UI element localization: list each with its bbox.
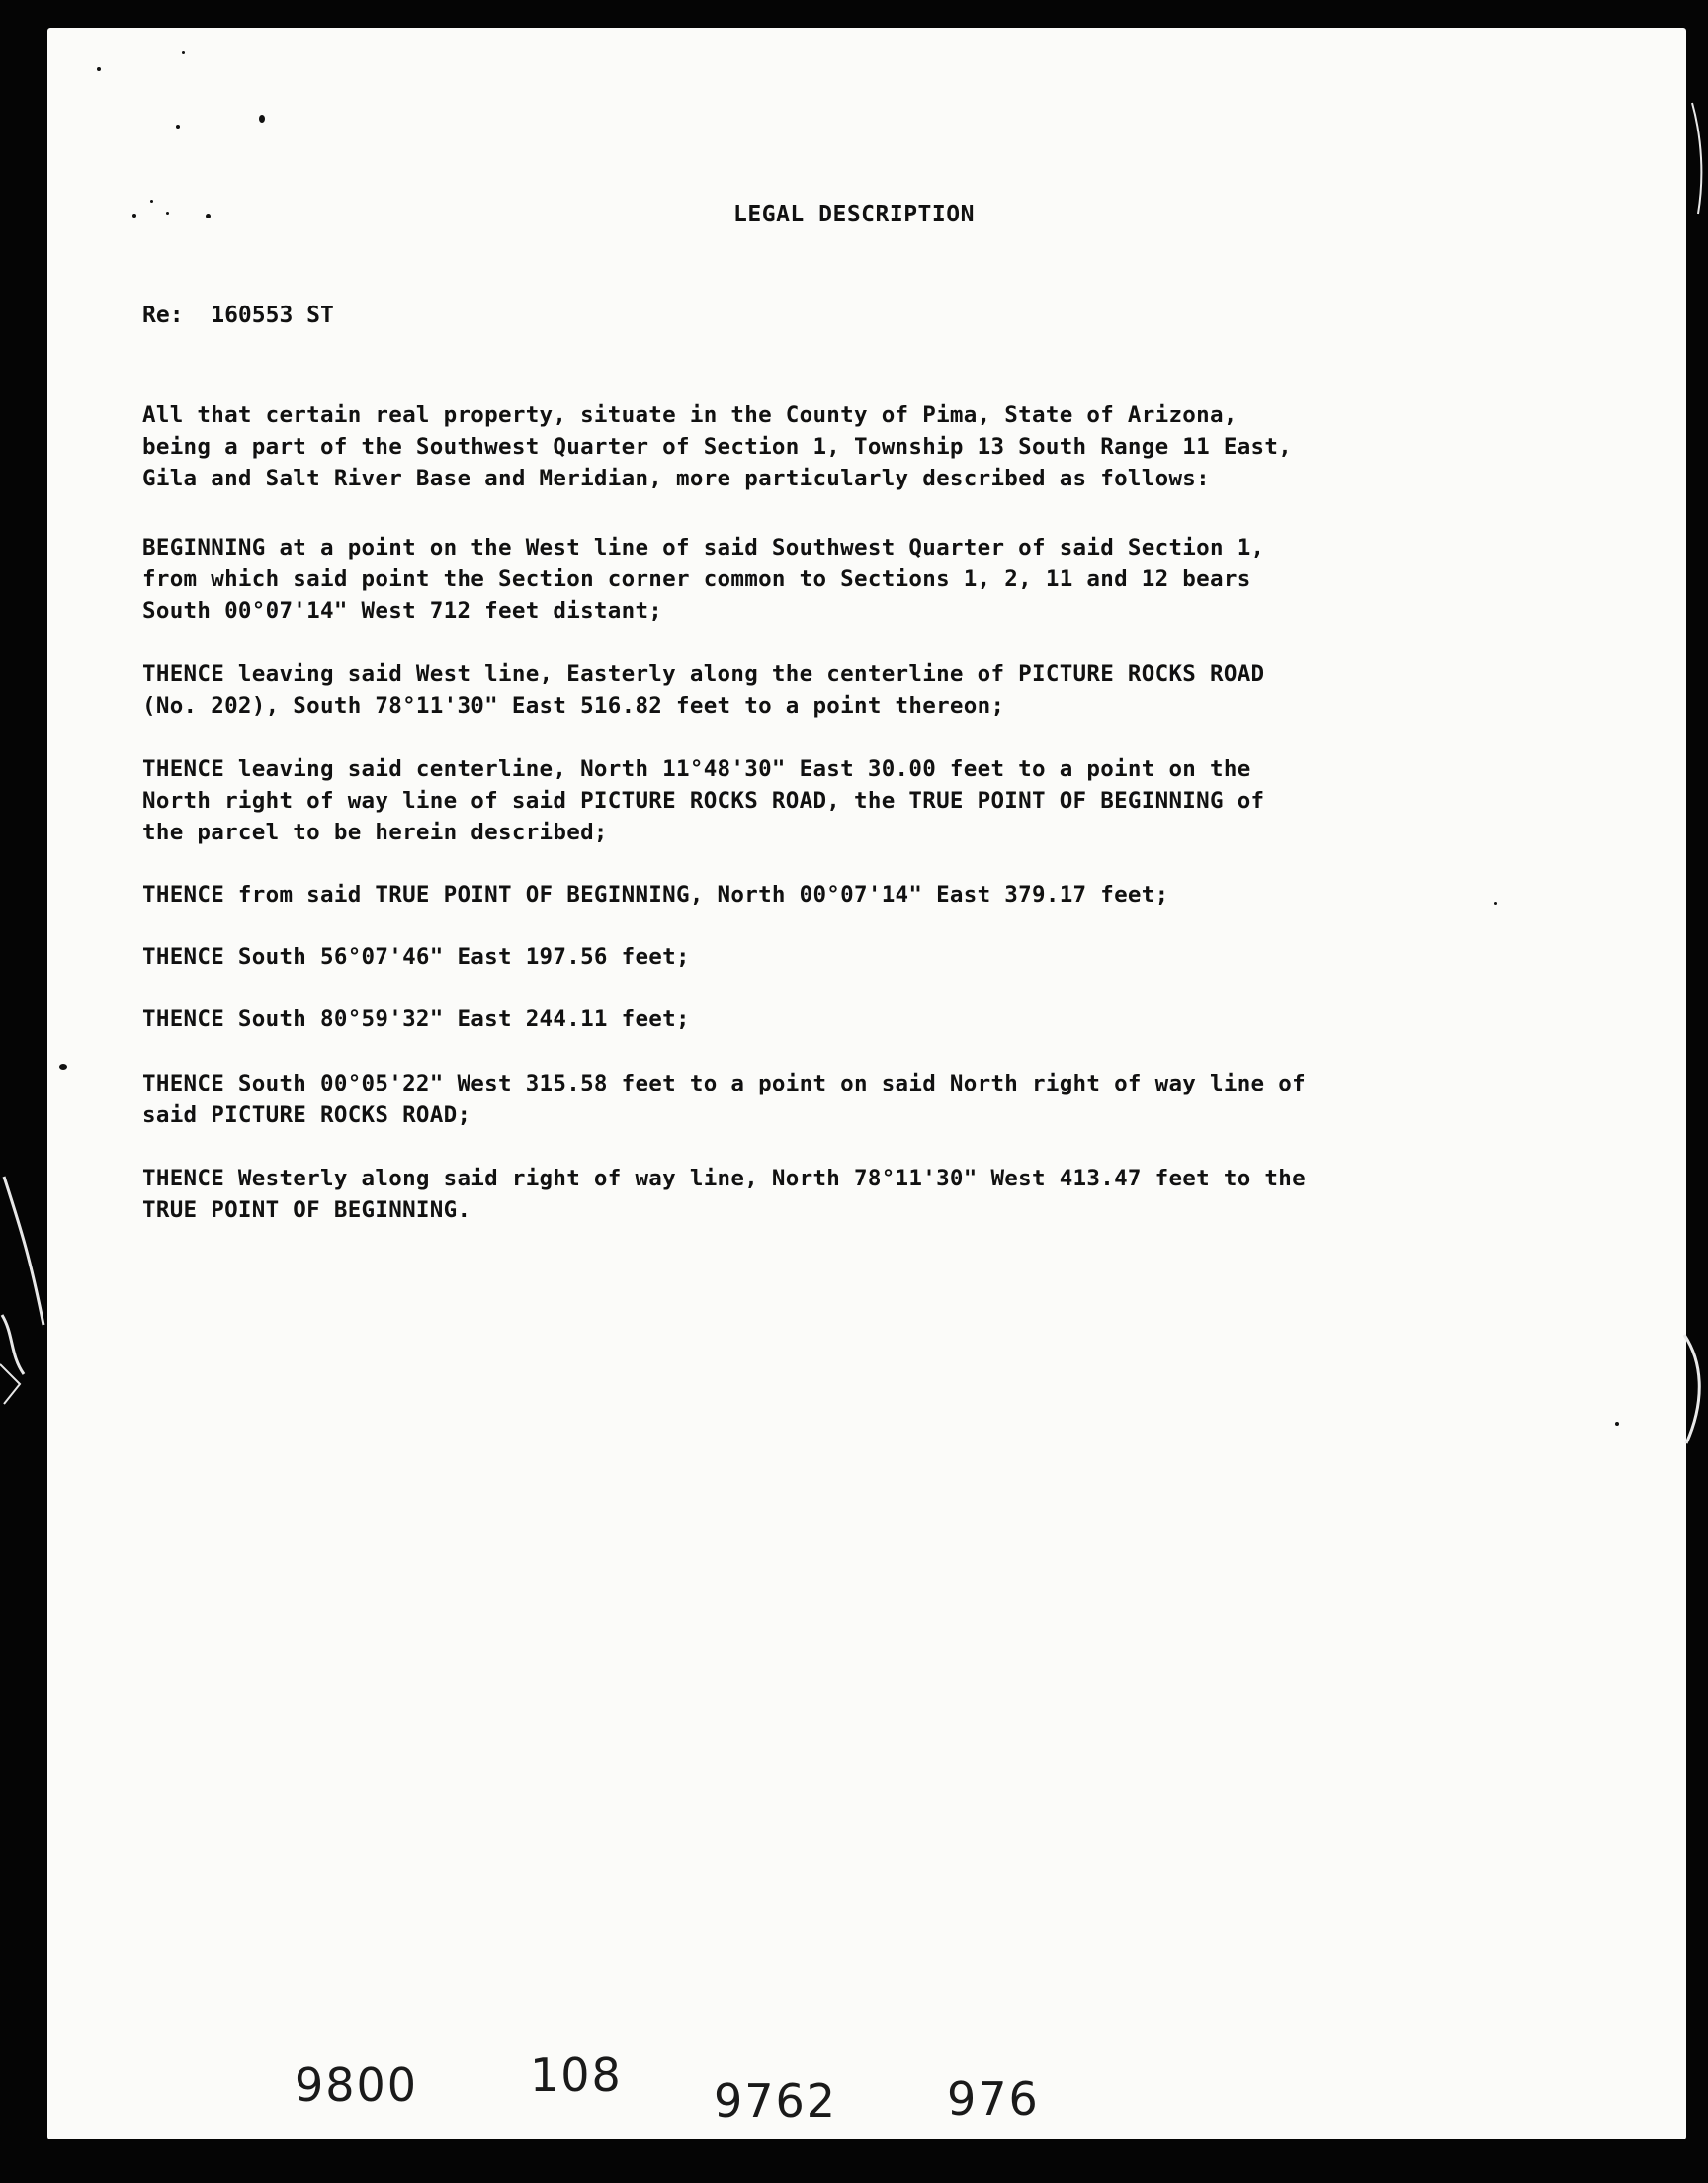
text-line: being a part of the Southwest Quarter of Section 1, Township 13 South Range 11 East, — [142, 434, 1293, 460]
text-line: All that certain real property, situate in the County of Pima, State of Arizona, — [142, 402, 1238, 428]
footer-number: 9800 — [295, 2058, 419, 2112]
text-line: North right of way line of said PICTURE ROCKS ROAD, the TRUE POINT OF BEGINNING of — [142, 788, 1265, 814]
text-line: THENCE South 80°59'32" East 244.11 feet; — [142, 1006, 690, 1032]
paragraph-course-4 — [142, 941, 690, 973]
scan-speck — [97, 67, 101, 71]
text-line: THENCE from said TRUE POINT OF BEGINNING, North 00°07'14" East 379.17 feet; — [142, 882, 1169, 908]
paragraph-intro — [142, 399, 1292, 494]
paragraph-course-7 — [142, 1163, 1306, 1226]
edge-scratch — [0, 1167, 59, 1424]
text-line: THENCE South 56°07'46" East 197.56 feet; — [142, 944, 690, 970]
text-line: (No. 202), South 78°11'30" East 516.82 feet to a point thereon; — [142, 693, 1005, 719]
paragraph-course-2 — [142, 753, 1264, 848]
footer-number: 9762 — [714, 2074, 838, 2128]
text-line: said PICTURE ROCKS ROAD; — [142, 1102, 471, 1128]
edge-scratch — [1688, 99, 1708, 218]
edge-scratch — [1680, 1325, 1708, 1453]
text-line: THENCE leaving said centerline, North 11°48'30" East 30.00 feet to a point on the — [142, 756, 1251, 782]
scan-speck — [1615, 1422, 1619, 1426]
text-line: THENCE leaving said West line, Easterly along the centerline of PICTURE ROCKS ROAD — [142, 661, 1265, 687]
paragraph-course-6 — [142, 1068, 1306, 1131]
text-line: Gila and Salt River Base and Meridian, more particularly described as follows: — [142, 466, 1210, 491]
text-line: the parcel to be herein described; — [142, 820, 608, 845]
scan-speck — [259, 115, 265, 123]
text-line: from which said point the Section corner common to Sections 1, 2, 11 and 12 bears — [142, 567, 1251, 592]
text-line: South 00°07'14" West 712 feet distant; — [142, 598, 663, 624]
text-line: TRUE POINT OF BEGINNING. — [142, 1197, 471, 1223]
paragraph-course-3 — [142, 879, 1168, 911]
text-line: THENCE Westerly along said right of way line, North 78°11'30" West 413.47 feet to the — [142, 1166, 1306, 1191]
scan-speck — [176, 125, 180, 129]
scan-speck — [59, 1064, 67, 1070]
scan-speck — [182, 51, 185, 54]
reference-line: Re: 160553 ST — [142, 303, 334, 328]
footer-number: 108 — [530, 2049, 623, 2102]
paragraph-course-1 — [142, 658, 1264, 722]
paragraph-course-5 — [142, 1004, 690, 1035]
text-line: BEGINNING at a point on the West line of said Southwest Quarter of said Section 1, — [142, 535, 1265, 561]
paragraph-beginning — [142, 532, 1264, 627]
scan-speck — [1494, 902, 1497, 905]
text-line: THENCE South 00°05'22" West 315.58 feet to a point on said North right of way line of — [142, 1071, 1306, 1096]
footer-number: 976 — [947, 2072, 1040, 2126]
document-title: LEGAL DESCRIPTION — [733, 202, 975, 227]
